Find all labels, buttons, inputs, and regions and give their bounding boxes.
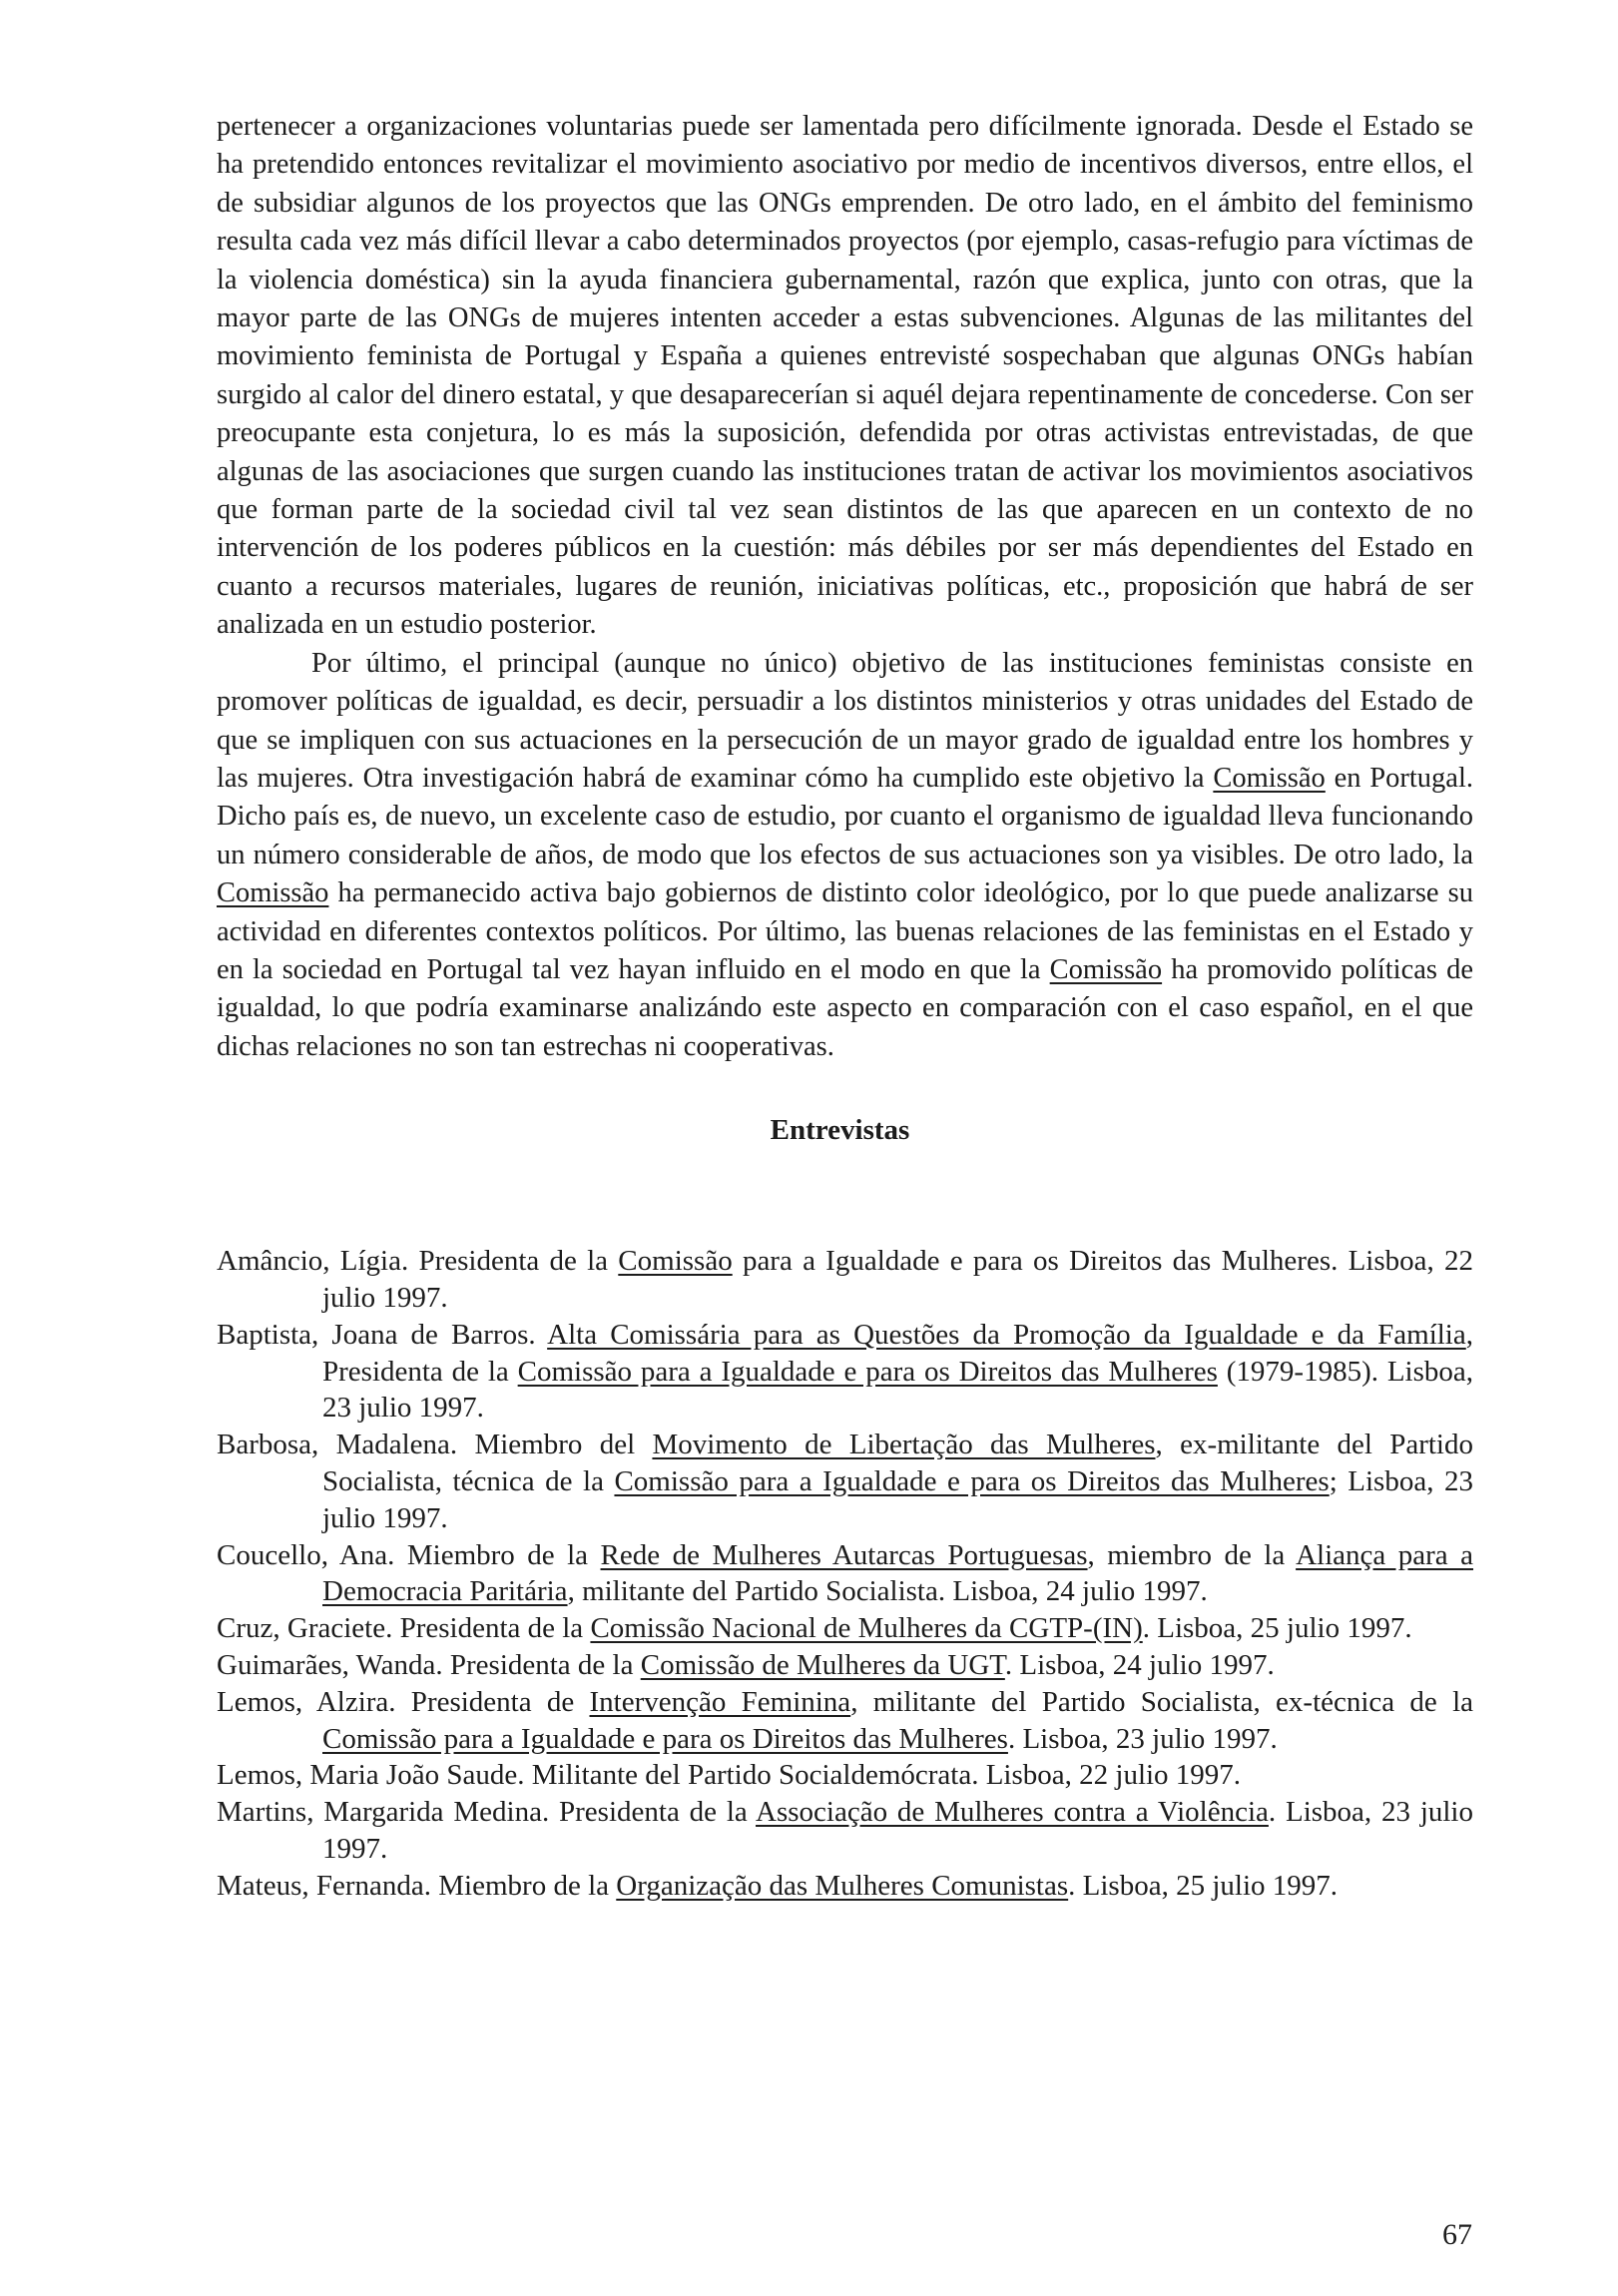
- interview-entry: [217, 1243, 1473, 1317]
- underlined-term: Comissão para a Igualdade e para os Direitos das Mulheres: [322, 1722, 1008, 1755]
- underlined-term: Comissão Nacional de Mulheres da CGTP-(IN): [590, 1612, 1143, 1645]
- interview-entry: [217, 1610, 1473, 1647]
- text-run: . Lisboa, 23 julio 1997.: [1007, 1722, 1278, 1755]
- text-run: , militante del Partido Socialista. Lisboa, 24 julio 1997.: [567, 1575, 1208, 1608]
- text-run: . Lisboa, 23 julio 1997.: [322, 1796, 1473, 1865]
- interview-entry: [217, 1757, 1473, 1794]
- interview-entry: [217, 1684, 1473, 1758]
- text-run: Coucello, Ana. Miembro de la: [217, 1538, 601, 1571]
- text-run: Amâncio, Lígia. Presidenta de la: [217, 1245, 619, 1278]
- text-run: Lemos, Maria João Saude. Militante del Partido Socialdemócrata. Lisboa, 22 julio 1997.: [217, 1759, 1242, 1792]
- text-run: Mateus, Fernanda. Miembro de la: [217, 1869, 617, 1902]
- underlined-term: Comissão: [618, 1245, 733, 1278]
- underlined-term: Comissão para a Igualdade e para os Direitos das Mulheres: [517, 1355, 1218, 1388]
- underlined-term: Associação de Mulheres contra a Violência: [756, 1796, 1269, 1829]
- interview-entry: [217, 1868, 1473, 1905]
- underlined-term: Organização das Mulheres Comunistas: [616, 1869, 1069, 1902]
- section-heading-entrevistas: Entrevistas: [770, 1114, 910, 1147]
- text-run: Cruz, Graciete. Presidenta de la: [217, 1612, 591, 1645]
- interview-entry: [217, 1537, 1473, 1611]
- interview-entry: [217, 1647, 1473, 1684]
- body-paragraph-1: pertenecer a organizaciones voluntarias puede ser lamentada pero difícilmente ignorada. Desde el Estado se ha pretendido entonces revitalizar el movimiento asociativo por medio de incentivos diversos, entre ellos, el de subsidiar algunos de los proyectos que las ONGs emprenden. De otro lado, en el ámbito del feminismo resulta cada vez más difícil llevar a cabo determinados proyectos (por ejemplo, casas-refugio para víctimas de la violencia doméstica) sin la ayuda financiera gubernamental, razón que explica, junto con otras, que la mayor parte de las ONGs de mujeres intenten acceder a estas subvenciones. Algunas de las militantes del movimiento feminista de Portugal y España a quienes entrevisté sospechaban que algunas ONGs habían surgido al calor del dinero estatal, y que desaparecerían si aquél dejara repentinamente de concederse. Con ser preocupante esta conjetura, lo es más la suposición, defendida por otras activistas entrevistadas, de que algunas de las asociaciones que surgen cuando las instituciones tratan de activar los movimientos asociativos que forman parte de la sociedad civil tal vez sean distintos de las que aparecen en un contexto de no intervención de los poderes públicos en la cuestión: más débiles por ser más dependientes del Estado en cuanto a recursos materiales, lugares de reunión, iniciativas políticas, etc., proposición que habrá de ser analizada en un estudio posterior.: [217, 111, 1473, 641]
- text-run: Baptista, Joana de Barros.: [217, 1318, 548, 1351]
- underlined-term: Intervenção Feminina: [589, 1685, 851, 1718]
- text-run: Guimarães, Wanda. Presidenta de la: [217, 1648, 641, 1681]
- text-run: , Presidenta de la: [322, 1318, 1473, 1388]
- underlined-term: Comissão para a Igualdade e para os Direitos das Mulheres: [614, 1464, 1330, 1497]
- text-run: ; Lisboa, 23 julio 1997.: [322, 1464, 1473, 1534]
- interview-entry: [217, 1317, 1473, 1427]
- text-run: para a Igualdade e para os Direitos das Mulheres. Lisboa, 22 julio 1997.: [322, 1245, 1474, 1314]
- text-run: . Lisboa, 25 julio 1997.: [1142, 1612, 1412, 1645]
- text-run: Martins, Margarida Medina. Presidenta de la: [217, 1796, 757, 1829]
- text-run: Lemos, Alzira. Presidenta de: [217, 1685, 590, 1718]
- underlined-term: Comissão de Mulheres da UGT: [640, 1648, 1005, 1681]
- text-run: Por último, el principal (aunque no único) objetivo de las instituciones feministas consiste en promover políticas de igualdad, es decir, persuadir a los distintos ministerios y otras unidades del Estado de que se impliquen con sus actuaciones en la persecución de un mayor grado de igualdad entre los hombres y las mujeres. Otra investigación habrá de examinar cómo ha cumplido este objetivo la: [217, 647, 1473, 794]
- underlined-term: Aliança para a Democracia Paritária: [322, 1538, 1474, 1608]
- interview-list: [217, 1243, 1473, 1904]
- text-run: , ex-militante del Partido Socialista, técnica de la: [322, 1429, 1473, 1497]
- text-run: , militante del Partido Socialista, ex-técnica de la: [850, 1685, 1473, 1718]
- text-run: . Lisboa, 24 julio 1997.: [1004, 1648, 1275, 1681]
- underlined-term: Rede de Mulheres Autarcas Portuguesas: [600, 1538, 1088, 1571]
- body-paragraph-2: [217, 645, 1473, 1066]
- interview-entry: [217, 1427, 1473, 1536]
- underlined-term: Movimento de Libertação das Mulheres: [652, 1429, 1156, 1461]
- text-run: ha permanecido activa bajo gobiernos de distinto color ideológico, por lo que puede analizarse su actividad en diferentes contextos políticos. Por último, las buenas relaciones de las feministas en el Estado y en la sociedad en Portugal tal vez hayan influido en el modo en que la: [217, 877, 1473, 985]
- text-run: (1979-1985). Lisboa, 23 julio 1997.: [322, 1355, 1473, 1425]
- text-run: , miembro de la: [1087, 1538, 1297, 1571]
- underlined-term: Alta Comissária para as Questões da Promoção da Igualdade e da Família: [547, 1318, 1466, 1351]
- page-number: 67: [1442, 2218, 1472, 2251]
- underlined-term: Comissão: [1213, 762, 1326, 794]
- text-run: Barbosa, Madalena. Miembro del: [217, 1429, 653, 1461]
- underlined-term: Comissão: [1049, 953, 1163, 985]
- text-run: en Portugal. Dicho país es, de nuevo, un excelente caso de estudio, por cuanto el organismo de igualdad lleva funcionando un número considerable de años, de modo que los efectos de sus actuaciones son ya visibles. De otro lado, la: [217, 762, 1473, 870]
- text-run: . Lisboa, 25 julio 1997.: [1068, 1869, 1339, 1902]
- text-run: ha promovido políticas de igualdad, lo que podría examinarse analizándo este aspecto en comparación con el caso español, en el que dichas relaciones no son tan estrechas ni cooperativas.: [217, 953, 1473, 1062]
- underlined-term: Comissão: [217, 877, 329, 909]
- interview-entry: [217, 1794, 1473, 1868]
